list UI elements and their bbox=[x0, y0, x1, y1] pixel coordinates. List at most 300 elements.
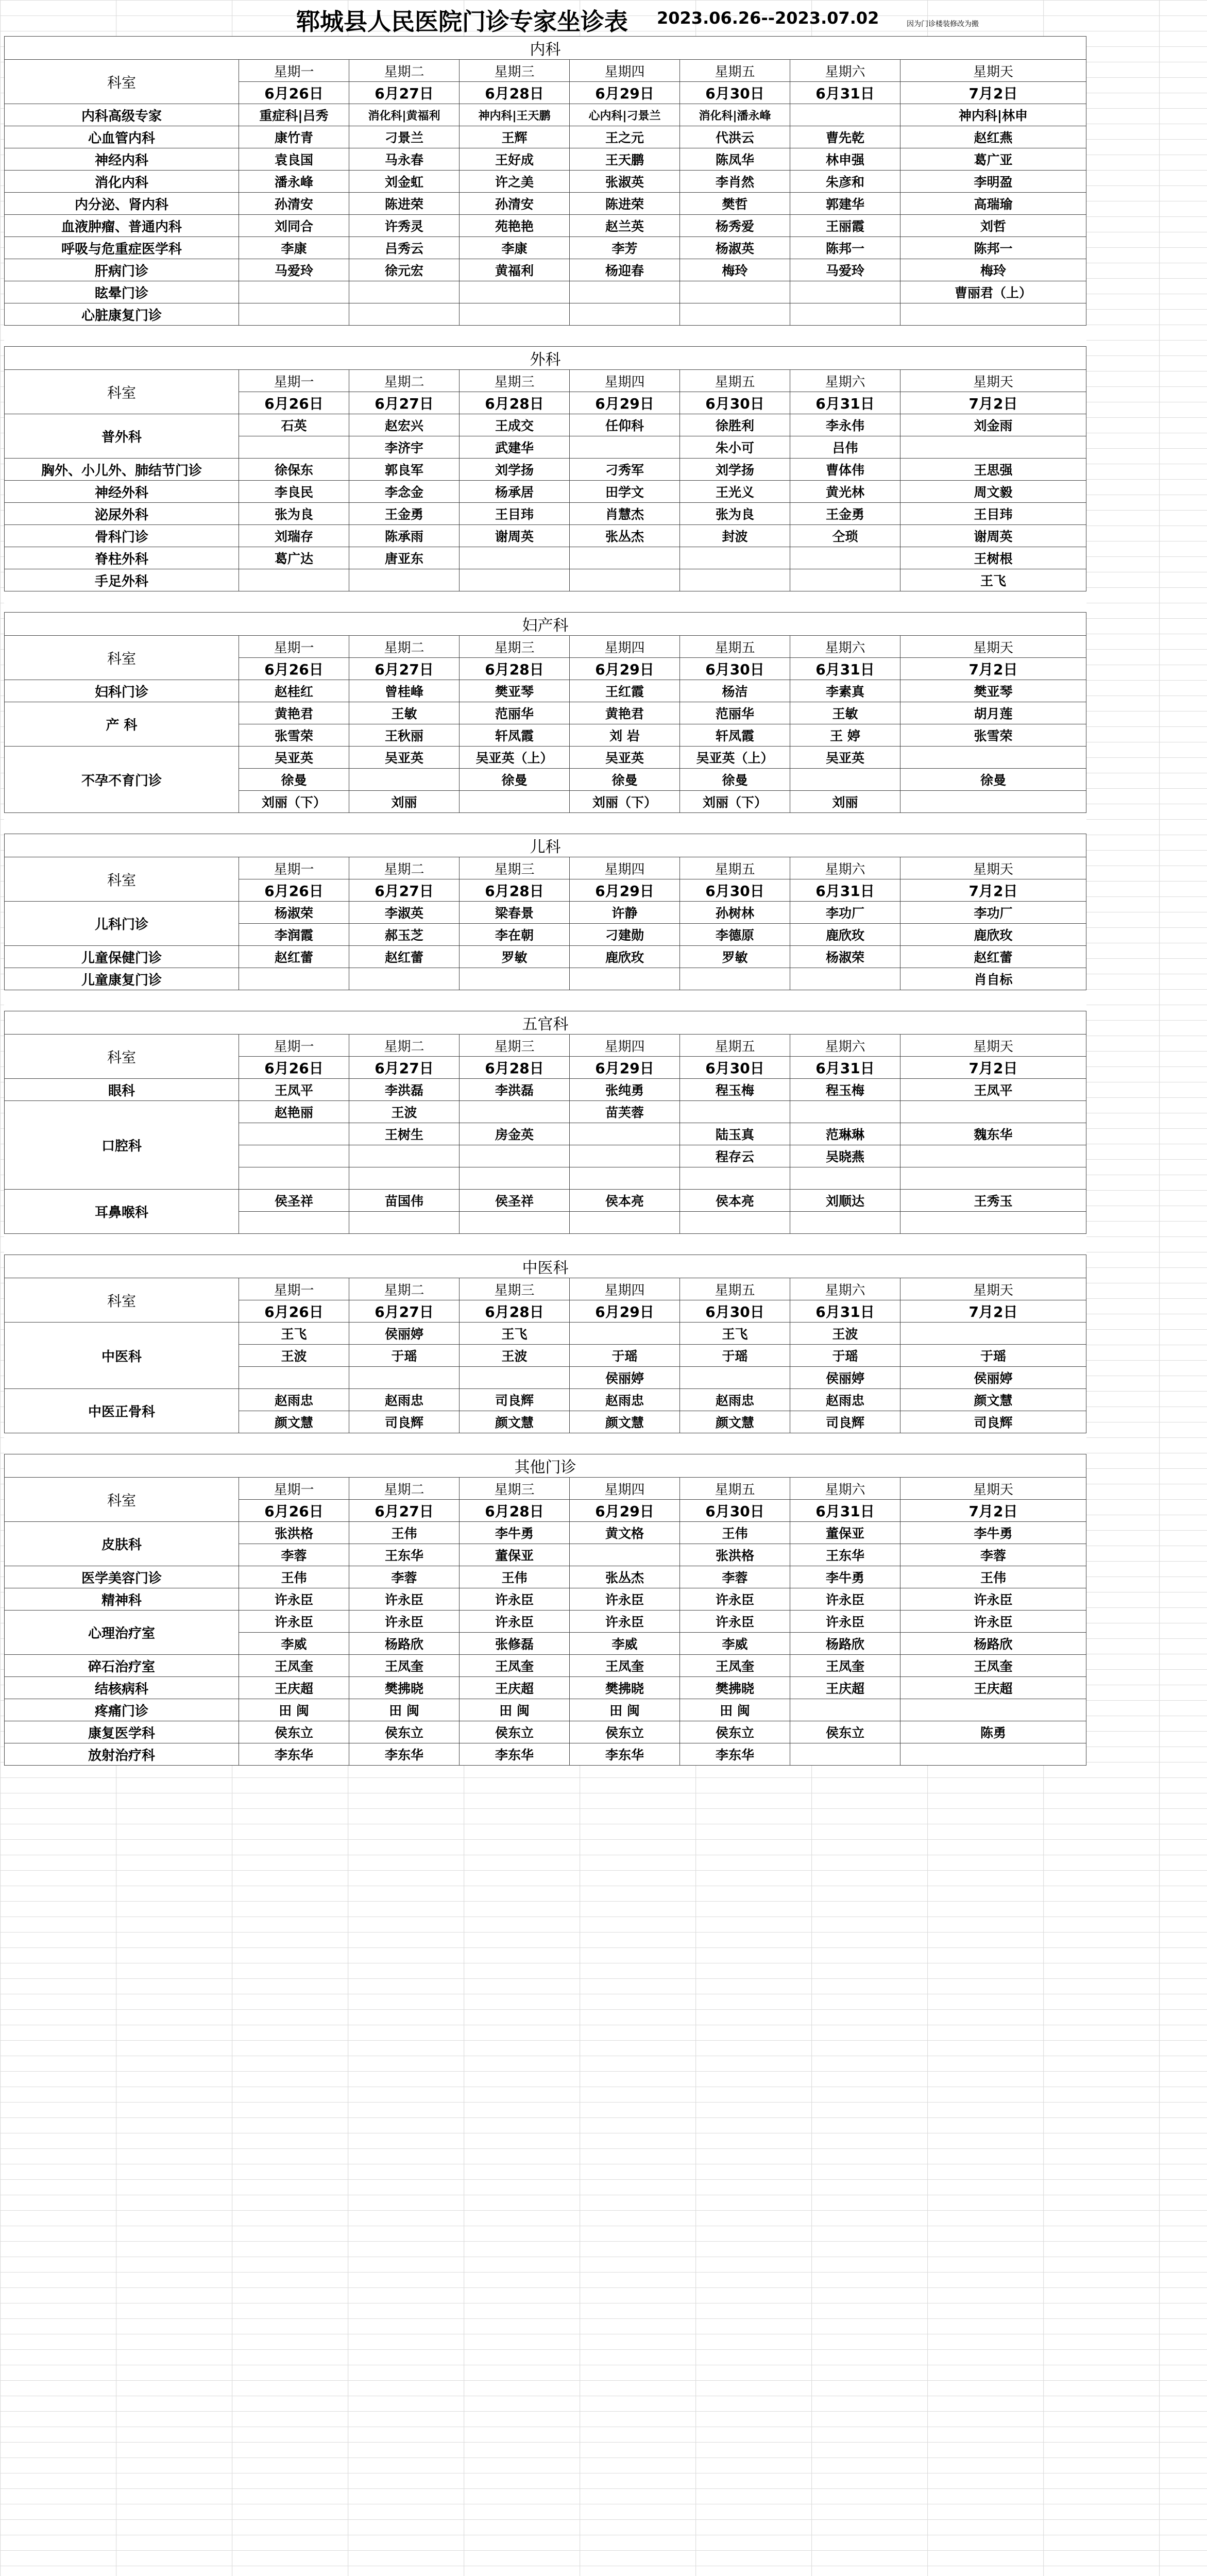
schedule-cell[interactable]: 于瑶 bbox=[900, 1345, 1086, 1367]
spacer-cell[interactable] bbox=[5, 1234, 1086, 1255]
dept-header-cell[interactable]: 科室 bbox=[5, 857, 239, 902]
schedule-cell[interactable]: 郭良军 bbox=[349, 459, 460, 481]
schedule-cell[interactable]: 徐胜利 bbox=[680, 414, 790, 436]
weekday-cell[interactable]: 星期三 bbox=[460, 60, 570, 82]
schedule-cell[interactable] bbox=[239, 1145, 349, 1167]
date-cell[interactable]: 6月31日 bbox=[790, 82, 900, 104]
schedule-cell[interactable] bbox=[680, 281, 790, 303]
date-cell[interactable]: 6月26日 bbox=[239, 658, 349, 680]
schedule-cell[interactable] bbox=[460, 1101, 570, 1123]
weekday-cell[interactable]: 星期三 bbox=[460, 1478, 570, 1500]
schedule-cell[interactable]: 任仰科 bbox=[570, 414, 680, 436]
schedule-cell[interactable]: 吕秀云 bbox=[349, 237, 460, 259]
schedule-cell[interactable]: 苗国伟 bbox=[349, 1190, 460, 1212]
schedule-cell[interactable]: 张丛杰 bbox=[570, 1566, 680, 1588]
schedule-cell[interactable]: 张洪格 bbox=[239, 1522, 349, 1544]
dept-cell[interactable]: 碎石治疗室 bbox=[5, 1655, 239, 1677]
spacer-cell[interactable] bbox=[5, 326, 1086, 347]
schedule-cell[interactable] bbox=[680, 1367, 790, 1389]
schedule-cell[interactable]: 王波 bbox=[239, 1345, 349, 1367]
schedule-cell[interactable]: 李功厂 bbox=[790, 902, 900, 924]
schedule-cell[interactable]: 鹿欣玫 bbox=[900, 924, 1086, 946]
schedule-cell[interactable]: 王思强 bbox=[900, 459, 1086, 481]
schedule-cell[interactable]: 李德原 bbox=[680, 924, 790, 946]
schedule-cell[interactable]: 王敏 bbox=[790, 702, 900, 724]
schedule-cell[interactable] bbox=[570, 547, 680, 569]
date-cell[interactable]: 6月26日 bbox=[239, 1500, 349, 1522]
schedule-cell[interactable]: 袁良国 bbox=[239, 148, 349, 171]
date-cell[interactable]: 6月27日 bbox=[349, 1500, 460, 1522]
schedule-cell[interactable]: 代洪云 bbox=[680, 126, 790, 148]
schedule-cell[interactable]: 杨路欣 bbox=[900, 1633, 1086, 1655]
schedule-cell[interactable] bbox=[900, 1323, 1086, 1345]
schedule-cell[interactable]: 王 婷 bbox=[790, 724, 900, 747]
schedule-cell[interactable]: 康竹青 bbox=[239, 126, 349, 148]
schedule-cell[interactable]: 侯本亮 bbox=[680, 1190, 790, 1212]
schedule-cell[interactable]: 赵桂红 bbox=[239, 680, 349, 702]
schedule-cell[interactable]: 许永臣 bbox=[900, 1588, 1086, 1611]
schedule-cell[interactable] bbox=[460, 281, 570, 303]
date-cell[interactable]: 6月27日 bbox=[349, 658, 460, 680]
weekday-cell[interactable]: 星期二 bbox=[349, 1478, 460, 1500]
spacer-cell[interactable] bbox=[5, 813, 1086, 834]
schedule-cell[interactable]: 朱小可 bbox=[680, 436, 790, 459]
schedule-cell[interactable] bbox=[239, 281, 349, 303]
schedule-cell[interactable]: 田学文 bbox=[570, 481, 680, 503]
schedule-cell[interactable]: 王波 bbox=[790, 1323, 900, 1345]
schedule-cell[interactable]: 吴亚英 bbox=[570, 747, 680, 769]
schedule-cell[interactable]: 肖自标 bbox=[900, 968, 1086, 990]
weekday-cell[interactable]: 星期二 bbox=[349, 370, 460, 392]
dept-cell[interactable]: 血液肿瘤、普通内科 bbox=[5, 215, 239, 237]
date-cell[interactable]: 7月2日 bbox=[900, 658, 1086, 680]
schedule-cell[interactable]: 李威 bbox=[680, 1633, 790, 1655]
section-title[interactable]: 内科 bbox=[5, 37, 1086, 60]
schedule-cell[interactable]: 张淑英 bbox=[570, 171, 680, 193]
schedule-cell[interactable] bbox=[680, 1101, 790, 1123]
schedule-cell[interactable]: 孙清安 bbox=[239, 193, 349, 215]
schedule-cell[interactable]: 许永臣 bbox=[790, 1611, 900, 1633]
date-cell[interactable]: 6月28日 bbox=[460, 1500, 570, 1522]
schedule-cell[interactable]: 于瑶 bbox=[349, 1345, 460, 1367]
dept-cell[interactable]: 脊柱外科 bbox=[5, 547, 239, 569]
weekday-cell[interactable]: 星期一 bbox=[239, 1478, 349, 1500]
schedule-cell[interactable]: 程存云 bbox=[680, 1145, 790, 1167]
schedule-cell[interactable]: 李康 bbox=[239, 237, 349, 259]
weekday-cell[interactable]: 星期二 bbox=[349, 1035, 460, 1057]
schedule-cell[interactable]: 杨淑荣 bbox=[790, 946, 900, 968]
dept-cell[interactable]: 肝病门诊 bbox=[5, 259, 239, 281]
schedule-cell[interactable] bbox=[570, 1123, 680, 1145]
schedule-cell[interactable]: 王飞 bbox=[239, 1323, 349, 1345]
schedule-cell[interactable]: 王目玮 bbox=[900, 503, 1086, 525]
schedule-cell[interactable]: 许永臣 bbox=[349, 1588, 460, 1611]
schedule-cell[interactable] bbox=[900, 1743, 1086, 1766]
weekday-cell[interactable]: 星期二 bbox=[349, 1278, 460, 1300]
schedule-cell[interactable]: 杨秀爱 bbox=[680, 215, 790, 237]
schedule-cell[interactable]: 樊哲 bbox=[680, 193, 790, 215]
schedule-cell[interactable]: 王东华 bbox=[349, 1544, 460, 1566]
schedule-cell[interactable]: 范琳琳 bbox=[790, 1123, 900, 1145]
schedule-cell[interactable]: 神内科|林申 bbox=[900, 104, 1086, 126]
schedule-cell[interactable] bbox=[570, 1323, 680, 1345]
schedule-cell[interactable]: 刁建勋 bbox=[570, 924, 680, 946]
schedule-cell[interactable]: 杨路欣 bbox=[349, 1633, 460, 1655]
schedule-cell[interactable] bbox=[239, 569, 349, 591]
schedule-cell[interactable] bbox=[570, 281, 680, 303]
date-cell[interactable]: 6月28日 bbox=[460, 658, 570, 680]
schedule-cell[interactable]: 李明盈 bbox=[900, 171, 1086, 193]
schedule-cell[interactable]: 消化科|潘永峰 bbox=[680, 104, 790, 126]
schedule-cell[interactable]: 颜文慧 bbox=[900, 1389, 1086, 1411]
schedule-cell[interactable]: 许永臣 bbox=[239, 1588, 349, 1611]
schedule-cell[interactable]: 陈进荣 bbox=[349, 193, 460, 215]
schedule-cell[interactable]: 张雪荣 bbox=[239, 724, 349, 747]
weekday-cell[interactable]: 星期天 bbox=[900, 636, 1086, 658]
schedule-cell[interactable] bbox=[570, 1212, 680, 1234]
schedule-cell[interactable] bbox=[680, 547, 790, 569]
weekday-cell[interactable]: 星期四 bbox=[570, 60, 680, 82]
dept-cell[interactable]: 中医科 bbox=[5, 1323, 239, 1389]
schedule-cell[interactable]: 颜文慧 bbox=[239, 1411, 349, 1433]
schedule-cell[interactable]: 王丽霞 bbox=[790, 215, 900, 237]
schedule-cell[interactable]: 曹体伟 bbox=[790, 459, 900, 481]
schedule-cell[interactable] bbox=[790, 547, 900, 569]
weekday-cell[interactable]: 星期三 bbox=[460, 1035, 570, 1057]
dept-cell[interactable]: 皮肤科 bbox=[5, 1522, 239, 1566]
schedule-cell[interactable] bbox=[570, 569, 680, 591]
weekday-cell[interactable]: 星期六 bbox=[790, 1478, 900, 1500]
dept-cell[interactable]: 医学美容门诊 bbox=[5, 1566, 239, 1588]
weekday-cell[interactable]: 星期六 bbox=[790, 370, 900, 392]
dept-cell[interactable]: 儿童康复门诊 bbox=[5, 968, 239, 990]
schedule-cell[interactable] bbox=[900, 1167, 1086, 1190]
schedule-cell[interactable]: 吴亚英 bbox=[790, 747, 900, 769]
schedule-cell[interactable]: 李威 bbox=[239, 1633, 349, 1655]
schedule-cell[interactable]: 司良辉 bbox=[460, 1389, 570, 1411]
date-cell[interactable]: 6月27日 bbox=[349, 1057, 460, 1079]
schedule-cell[interactable]: 石英 bbox=[239, 414, 349, 436]
dept-header-cell[interactable]: 科室 bbox=[5, 370, 239, 414]
weekday-cell[interactable]: 星期四 bbox=[570, 857, 680, 879]
schedule-cell[interactable]: 赵雨忠 bbox=[680, 1389, 790, 1411]
schedule-cell[interactable]: 李蓉 bbox=[900, 1544, 1086, 1566]
schedule-cell[interactable]: 赵雨忠 bbox=[349, 1389, 460, 1411]
schedule-cell[interactable]: 刘 岩 bbox=[570, 724, 680, 747]
schedule-cell[interactable]: 司良辉 bbox=[790, 1411, 900, 1433]
schedule-cell[interactable]: 许永臣 bbox=[680, 1611, 790, 1633]
date-cell[interactable]: 6月31日 bbox=[790, 392, 900, 414]
schedule-cell[interactable]: 李良民 bbox=[239, 481, 349, 503]
schedule-cell[interactable]: 侯东立 bbox=[680, 1721, 790, 1743]
weekday-cell[interactable]: 星期一 bbox=[239, 60, 349, 82]
weekday-cell[interactable]: 星期五 bbox=[680, 857, 790, 879]
schedule-cell[interactable] bbox=[349, 1167, 460, 1190]
schedule-cell[interactable]: 谢周英 bbox=[460, 525, 570, 547]
weekday-cell[interactable]: 星期六 bbox=[790, 60, 900, 82]
schedule-cell[interactable]: 侯东立 bbox=[349, 1721, 460, 1743]
weekday-cell[interactable]: 星期四 bbox=[570, 370, 680, 392]
weekday-cell[interactable]: 星期六 bbox=[790, 1278, 900, 1300]
schedule-cell[interactable]: 杨淑英 bbox=[680, 237, 790, 259]
schedule-cell[interactable]: 鹿欣玫 bbox=[570, 946, 680, 968]
dept-cell[interactable]: 不孕不育门诊 bbox=[5, 747, 239, 813]
schedule-cell[interactable]: 李淑英 bbox=[349, 902, 460, 924]
schedule-cell[interactable]: 王伟 bbox=[900, 1566, 1086, 1588]
dept-cell[interactable]: 胸外、小儿外、肺结节门诊 bbox=[5, 459, 239, 481]
schedule-cell[interactable]: 赵宏兴 bbox=[349, 414, 460, 436]
date-cell[interactable]: 6月29日 bbox=[570, 1057, 680, 1079]
dept-cell[interactable]: 口腔科 bbox=[5, 1101, 239, 1190]
date-cell[interactable]: 6月26日 bbox=[239, 392, 349, 414]
schedule-cell[interactable] bbox=[790, 303, 900, 326]
schedule-cell[interactable]: 樊拂晓 bbox=[570, 1677, 680, 1699]
schedule-cell[interactable]: 樊亚琴 bbox=[460, 680, 570, 702]
schedule-cell[interactable]: 程玉梅 bbox=[680, 1079, 790, 1101]
dept-cell[interactable]: 妇科门诊 bbox=[5, 680, 239, 702]
schedule-cell[interactable] bbox=[460, 547, 570, 569]
schedule-cell[interactable] bbox=[790, 1212, 900, 1234]
weekday-cell[interactable]: 星期一 bbox=[239, 636, 349, 658]
weekday-cell[interactable]: 星期六 bbox=[790, 636, 900, 658]
schedule-cell[interactable]: 黄艳君 bbox=[570, 702, 680, 724]
date-cell[interactable]: 6月28日 bbox=[460, 1057, 570, 1079]
schedule-cell[interactable]: 王凤奎 bbox=[239, 1655, 349, 1677]
weekday-cell[interactable]: 星期四 bbox=[570, 636, 680, 658]
date-cell[interactable]: 7月2日 bbox=[900, 1500, 1086, 1522]
schedule-cell[interactable]: 王凤奎 bbox=[790, 1655, 900, 1677]
schedule-cell[interactable]: 孙清安 bbox=[460, 193, 570, 215]
date-cell[interactable]: 6月30日 bbox=[680, 1300, 790, 1323]
schedule-cell[interactable]: 董保亚 bbox=[460, 1544, 570, 1566]
schedule-cell[interactable]: 梅玲 bbox=[680, 259, 790, 281]
schedule-cell[interactable]: 曾桂峰 bbox=[349, 680, 460, 702]
schedule-cell[interactable]: 李功厂 bbox=[900, 902, 1086, 924]
weekday-cell[interactable]: 星期二 bbox=[349, 857, 460, 879]
dept-cell[interactable]: 普外科 bbox=[5, 414, 239, 459]
schedule-cell[interactable]: 苑艳艳 bbox=[460, 215, 570, 237]
dept-cell[interactable]: 神经内科 bbox=[5, 148, 239, 171]
weekday-cell[interactable]: 星期四 bbox=[570, 1278, 680, 1300]
weekday-cell[interactable]: 星期二 bbox=[349, 60, 460, 82]
schedule-cell[interactable]: 李牛勇 bbox=[900, 1522, 1086, 1544]
schedule-cell[interactable]: 封波 bbox=[680, 525, 790, 547]
schedule-cell[interactable]: 李润霞 bbox=[239, 924, 349, 946]
schedule-cell[interactable]: 陈承雨 bbox=[349, 525, 460, 547]
schedule-cell[interactable]: 陆玉真 bbox=[680, 1123, 790, 1145]
schedule-cell[interactable] bbox=[349, 769, 460, 791]
schedule-cell[interactable] bbox=[900, 1699, 1086, 1721]
dept-header-cell[interactable]: 科室 bbox=[5, 1278, 239, 1323]
spacer-cell[interactable] bbox=[5, 990, 1086, 1011]
date-cell[interactable]: 6月27日 bbox=[349, 879, 460, 902]
schedule-cell[interactable]: 刘金虹 bbox=[349, 171, 460, 193]
schedule-cell[interactable]: 许永臣 bbox=[460, 1611, 570, 1633]
schedule-cell[interactable]: 张纯勇 bbox=[570, 1079, 680, 1101]
schedule-cell[interactable]: 王飞 bbox=[460, 1323, 570, 1345]
schedule-cell[interactable] bbox=[239, 436, 349, 459]
schedule-cell[interactable]: 赵红燕 bbox=[900, 126, 1086, 148]
schedule-cell[interactable]: 张为良 bbox=[239, 503, 349, 525]
weekday-cell[interactable]: 星期五 bbox=[680, 1035, 790, 1057]
schedule-cell[interactable] bbox=[790, 1101, 900, 1123]
schedule-cell[interactable] bbox=[790, 281, 900, 303]
schedule-cell[interactable]: 黄艳君 bbox=[239, 702, 349, 724]
schedule-cell[interactable]: 王金勇 bbox=[349, 503, 460, 525]
schedule-cell[interactable]: 王庆超 bbox=[790, 1677, 900, 1699]
schedule-cell[interactable] bbox=[460, 791, 570, 813]
dept-cell[interactable]: 疼痛门诊 bbox=[5, 1699, 239, 1721]
schedule-cell[interactable] bbox=[349, 1145, 460, 1167]
schedule-cell[interactable]: 赵艳丽 bbox=[239, 1101, 349, 1123]
schedule-cell[interactable]: 司良辉 bbox=[900, 1411, 1086, 1433]
schedule-cell[interactable]: 许永臣 bbox=[460, 1588, 570, 1611]
weekday-cell[interactable]: 星期三 bbox=[460, 857, 570, 879]
schedule-cell[interactable]: 王飞 bbox=[900, 569, 1086, 591]
dept-cell[interactable]: 眩晕门诊 bbox=[5, 281, 239, 303]
schedule-cell[interactable] bbox=[460, 1212, 570, 1234]
weekday-cell[interactable]: 星期四 bbox=[570, 1478, 680, 1500]
date-cell[interactable]: 6月26日 bbox=[239, 1300, 349, 1323]
schedule-cell[interactable]: 王敏 bbox=[349, 702, 460, 724]
schedule-cell[interactable]: 刘瑞存 bbox=[239, 525, 349, 547]
date-cell[interactable]: 6月29日 bbox=[570, 1300, 680, 1323]
date-cell[interactable]: 7月2日 bbox=[900, 1300, 1086, 1323]
weekday-cell[interactable]: 星期五 bbox=[680, 60, 790, 82]
schedule-cell[interactable]: 侯东立 bbox=[460, 1721, 570, 1743]
date-cell[interactable]: 6月28日 bbox=[460, 82, 570, 104]
schedule-cell[interactable] bbox=[570, 303, 680, 326]
schedule-cell[interactable]: 刘丽（下） bbox=[239, 791, 349, 813]
schedule-cell[interactable]: 王好成 bbox=[460, 148, 570, 171]
schedule-cell[interactable]: 许永臣 bbox=[680, 1588, 790, 1611]
date-cell[interactable]: 6月30日 bbox=[680, 658, 790, 680]
schedule-cell[interactable]: 刘顺达 bbox=[790, 1190, 900, 1212]
schedule-cell[interactable]: 吴亚英 bbox=[349, 747, 460, 769]
schedule-cell[interactable]: 樊亚琴 bbox=[900, 680, 1086, 702]
schedule-cell[interactable]: 重症科|吕秀 bbox=[239, 104, 349, 126]
spacer-cell[interactable] bbox=[5, 1433, 1086, 1454]
schedule-cell[interactable]: 王凤奎 bbox=[349, 1655, 460, 1677]
weekday-cell[interactable]: 星期三 bbox=[460, 370, 570, 392]
schedule-cell[interactable]: 王树根 bbox=[900, 547, 1086, 569]
schedule-cell[interactable]: 张洪格 bbox=[680, 1544, 790, 1566]
schedule-cell[interactable]: 赵雨忠 bbox=[790, 1389, 900, 1411]
schedule-cell[interactable]: 于瑶 bbox=[790, 1345, 900, 1367]
schedule-cell[interactable] bbox=[790, 769, 900, 791]
schedule-cell[interactable]: 王天鹏 bbox=[570, 148, 680, 171]
dept-cell[interactable]: 儿科门诊 bbox=[5, 902, 239, 946]
weekday-cell[interactable]: 星期三 bbox=[460, 1278, 570, 1300]
weekday-cell[interactable]: 星期五 bbox=[680, 636, 790, 658]
schedule-cell[interactable]: 消化科|黄福利 bbox=[349, 104, 460, 126]
schedule-cell[interactable]: 王成交 bbox=[460, 414, 570, 436]
dept-cell[interactable]: 呼吸与危重症医学科 bbox=[5, 237, 239, 259]
section-title[interactable]: 五官科 bbox=[5, 1011, 1086, 1035]
schedule-cell[interactable]: 朱彦和 bbox=[790, 171, 900, 193]
schedule-cell[interactable]: 徐曼 bbox=[680, 769, 790, 791]
schedule-cell[interactable] bbox=[680, 1212, 790, 1234]
dept-cell[interactable]: 眼科 bbox=[5, 1079, 239, 1101]
schedule-cell[interactable]: 徐曼 bbox=[239, 769, 349, 791]
schedule-cell[interactable]: 马爱玲 bbox=[239, 259, 349, 281]
schedule-cell[interactable]: 侯丽婷 bbox=[900, 1367, 1086, 1389]
schedule-cell[interactable]: 许之美 bbox=[460, 171, 570, 193]
schedule-cell[interactable]: 赵雨忠 bbox=[239, 1389, 349, 1411]
schedule-cell[interactable] bbox=[460, 569, 570, 591]
dept-cell[interactable]: 内分泌、肾内科 bbox=[5, 193, 239, 215]
schedule-cell[interactable] bbox=[349, 281, 460, 303]
schedule-cell[interactable]: 李洪磊 bbox=[349, 1079, 460, 1101]
schedule-cell[interactable]: 李芳 bbox=[570, 237, 680, 259]
schedule-cell[interactable]: 林申强 bbox=[790, 148, 900, 171]
schedule-cell[interactable]: 侯丽婷 bbox=[790, 1367, 900, 1389]
schedule-cell[interactable]: 田 闽 bbox=[349, 1699, 460, 1721]
schedule-cell[interactable]: 李素真 bbox=[790, 680, 900, 702]
schedule-cell[interactable] bbox=[460, 303, 570, 326]
schedule-cell[interactable]: 王庆超 bbox=[460, 1677, 570, 1699]
weekday-cell[interactable]: 星期天 bbox=[900, 1278, 1086, 1300]
schedule-cell[interactable] bbox=[790, 569, 900, 591]
weekday-cell[interactable]: 星期天 bbox=[900, 1035, 1086, 1057]
dept-cell[interactable]: 中医正骨科 bbox=[5, 1389, 239, 1433]
schedule-cell[interactable]: 罗敏 bbox=[680, 946, 790, 968]
schedule-cell[interactable]: 李东华 bbox=[460, 1743, 570, 1766]
schedule-cell[interactable]: 周文毅 bbox=[900, 481, 1086, 503]
schedule-cell[interactable]: 田 闽 bbox=[570, 1699, 680, 1721]
schedule-cell[interactable]: 樊拂晓 bbox=[349, 1677, 460, 1699]
schedule-cell[interactable] bbox=[349, 1212, 460, 1234]
schedule-cell[interactable] bbox=[570, 436, 680, 459]
schedule-cell[interactable]: 赵红蕾 bbox=[349, 946, 460, 968]
schedule-cell[interactable]: 王庆超 bbox=[239, 1677, 349, 1699]
schedule-cell[interactable] bbox=[239, 968, 349, 990]
schedule-cell[interactable]: 轩凤霞 bbox=[460, 724, 570, 747]
schedule-cell[interactable]: 徐保东 bbox=[239, 459, 349, 481]
date-cell[interactable]: 6月31日 bbox=[790, 1500, 900, 1522]
schedule-cell[interactable]: 李东华 bbox=[680, 1743, 790, 1766]
spacer-cell[interactable] bbox=[5, 591, 1086, 613]
schedule-cell[interactable] bbox=[790, 968, 900, 990]
section-title[interactable]: 中医科 bbox=[5, 1255, 1086, 1278]
dept-cell[interactable]: 泌尿外科 bbox=[5, 503, 239, 525]
schedule-cell[interactable]: 王飞 bbox=[680, 1323, 790, 1345]
schedule-cell[interactable]: 李蓉 bbox=[349, 1566, 460, 1588]
date-cell[interactable]: 6月29日 bbox=[570, 82, 680, 104]
schedule-cell[interactable]: 王凤平 bbox=[900, 1079, 1086, 1101]
date-cell[interactable]: 7月2日 bbox=[900, 879, 1086, 902]
schedule-cell[interactable]: 王目玮 bbox=[460, 503, 570, 525]
schedule-cell[interactable] bbox=[460, 968, 570, 990]
schedule-cell[interactable]: 王辉 bbox=[460, 126, 570, 148]
schedule-cell[interactable]: 范丽华 bbox=[680, 702, 790, 724]
schedule-cell[interactable]: 田 闽 bbox=[239, 1699, 349, 1721]
schedule-cell[interactable]: 鹿欣玫 bbox=[790, 924, 900, 946]
date-cell[interactable]: 6月27日 bbox=[349, 392, 460, 414]
dept-cell[interactable]: 儿童保健门诊 bbox=[5, 946, 239, 968]
date-cell[interactable]: 6月29日 bbox=[570, 1500, 680, 1522]
schedule-cell[interactable]: 刘丽（下） bbox=[570, 791, 680, 813]
schedule-cell[interactable]: 许永臣 bbox=[900, 1611, 1086, 1633]
schedule-cell[interactable]: 马永春 bbox=[349, 148, 460, 171]
schedule-cell[interactable] bbox=[680, 968, 790, 990]
weekday-cell[interactable]: 星期六 bbox=[790, 1035, 900, 1057]
dept-header-cell[interactable]: 科室 bbox=[5, 60, 239, 104]
schedule-cell[interactable]: 王凤奎 bbox=[680, 1655, 790, 1677]
schedule-cell[interactable]: 田 闽 bbox=[680, 1699, 790, 1721]
schedule-cell[interactable]: 李肖然 bbox=[680, 171, 790, 193]
schedule-cell[interactable]: 梅玲 bbox=[900, 259, 1086, 281]
